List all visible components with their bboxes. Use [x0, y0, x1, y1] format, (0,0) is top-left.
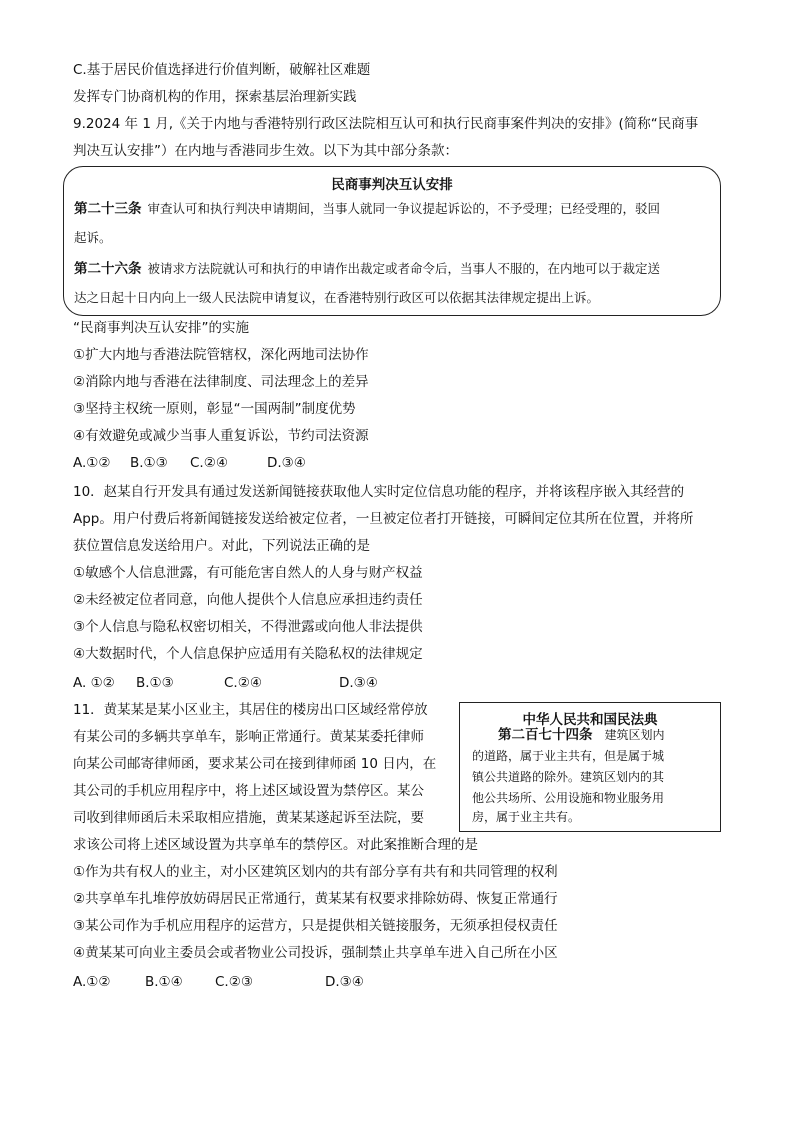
q9-choice-c: C.②④ — [190, 455, 228, 471]
q11-choice-b: B.①④ — [145, 974, 183, 990]
q9-choices — [73, 453, 306, 473]
q11-stem-line5: 司收到律师函后未采取相应措施，黄某某遂起诉至法院，要 — [73, 810, 424, 826]
q10-item-3: ③个人信息与隐私权密切相关，不得泄露或向他人非法提供 — [73, 619, 423, 635]
civil-code-title: 中华人民共和国民法典 — [522, 712, 658, 728]
q9-lead: “民商事判决互认安排”的实施 — [73, 320, 249, 336]
q9-art23-label: 第二十三条 — [74, 201, 142, 217]
civil-code-box — [459, 702, 721, 832]
q10-choice-c: C.②④ — [224, 675, 262, 691]
q11-stem-line3: 向某公司邮寄律师函，要求某公司在接到律师函 10 日内，在 — [73, 756, 437, 772]
civil-code-article: 第二百七十四条 — [498, 727, 593, 743]
q11-stem-line4: 其公司的手机应用程序中，将上述区域设置为禁停区。某公 — [73, 783, 424, 799]
q9-art23-line2: 起诉。 — [74, 230, 112, 245]
q8-option-c: C.基于居民价值选择进行价值判断，破解社区难题 — [73, 62, 371, 78]
q11-item-4: ④黄某某可向业主委员会或者物业公司投诉，强制禁止共享单车进入自己所在小区 — [73, 945, 558, 961]
q10-choice-b: B.①③ — [136, 675, 174, 691]
q9-box-title: 民商事判决互认安排 — [331, 177, 453, 193]
q9-choice-d: D.③④ — [267, 455, 306, 471]
q9-item-2: ②消除内地与香港在法律制度、司法理念上的差异 — [73, 374, 369, 390]
q9-art26-line1 — [74, 259, 660, 279]
q9-item-3: ③坚持主权统一原则，彰显“一国两制”制度优势 — [73, 401, 356, 417]
q9-stem-line1: 9.2024 年 1 月,《关于内地与香港特别行政区法院相互认可和执行民商事案件判决的安排》(简称“民商事 — [73, 116, 699, 132]
q9-art23-line1 — [74, 199, 660, 219]
q9-stem-line2: 判决互认安排”）在内地与香港同步生效。以下为其中部分条款： — [73, 143, 458, 159]
q9-art26-text: 被请求方法院就认可和执行的申请作出裁定或者命令后，当事人不服的，在内地可以于裁定送 — [147, 261, 661, 276]
q10-stem-line2: App。用户付费后将新闻链接发送给被定位者，一旦被定位者打开链接，可瞬间定位其所在位置，并将所 — [73, 511, 694, 527]
q10-item-2: ②未经被定位者同意，向他人提供个人信息应承担违约责任 — [73, 592, 423, 608]
q9-art26-line2: 达之日起十日内向上一级人民法院申请复议，在香港特别行政区可以依据其法律规定提出上诉。 — [74, 290, 600, 305]
q10-choice-a: A. ①② — [73, 675, 115, 691]
q9-material-box — [63, 166, 721, 316]
civil-code-line3: 镇公共道路的除外。建筑区划内的其 — [472, 770, 665, 784]
q11-stem-line2: 有某公司的多辆共享单车，影响正常通行。黄某某委托律师 — [73, 729, 424, 745]
q11-choice-d: D.③④ — [325, 974, 364, 990]
civil-code-line4: 他公共场所、公用设施和物业服务用 — [472, 791, 665, 805]
q10-item-1: ①敏感个人信息泄露，有可能危害自然人的人身与财产权益 — [73, 565, 423, 581]
q9-choice-a: A.①② — [73, 455, 111, 471]
q11-stem-line1: 11．黄某某是某小区业主，其居住的楼房出口区域经常停放 — [73, 702, 428, 718]
q10-choice-d: D.③④ — [339, 675, 378, 691]
q9-art23-text: 审查认可和执行判决申请期间，当事人就同一争议提起诉讼的，不予受理；已经受理的，驳回 — [147, 201, 661, 216]
q9-item-4: ④有效避免或减少当事人重复诉讼，节约司法资源 — [73, 428, 369, 444]
civil-code-line1 — [472, 725, 665, 745]
q9-art26-label: 第二十六条 — [74, 261, 142, 277]
q10-choices — [73, 673, 378, 693]
q8-option-d: 发挥专门协商机构的作用，探索基层治理新实践 — [73, 89, 357, 105]
q11-item-1: ①作为共有权人的业主，对小区建筑区划内的共有部分享有共有和共同管理的权利 — [73, 864, 558, 880]
q11-stem-line6: 求该公司将上述区域设置为共享单车的禁停区。对此案推断合理的是 — [73, 837, 478, 853]
q11-item-3: ③某公司作为手机应用程序的运营方，只是提供相关链接服务，无须承担侵权责任 — [73, 918, 558, 934]
civil-code-text1: 建筑区划内 — [604, 728, 665, 742]
q9-choice-b: B.①③ — [130, 455, 168, 471]
q11-item-2: ②共享单车扎堆停放妨碍居民正常通行，黄某某有权要求排除妨碍、恢复正常通行 — [73, 891, 558, 907]
q10-stem-line3: 获位置信息发送给用户。对此，下列说法正确的是 — [73, 538, 370, 554]
q10-stem-line1: 10．赵某自行开发具有通过发送新闻链接获取他人实时定位信息功能的程序，并将该程序嵌入其经营的 — [73, 484, 685, 500]
q11-choice-a: A.①② — [73, 974, 111, 990]
civil-code-line2: 的道路，属于业主共有，但是属于城 — [472, 749, 665, 763]
q10-item-4: ④大数据时代，个人信息保护应适用有关隐私权的法律规定 — [73, 646, 423, 662]
q11-choice-c: C.②③ — [215, 974, 253, 990]
q9-item-1: ①扩大内地与香港法院管辖权，深化两地司法协作 — [73, 347, 369, 363]
civil-code-line5: 房，属于业主共有。 — [472, 810, 581, 824]
q11-choices — [73, 972, 364, 992]
